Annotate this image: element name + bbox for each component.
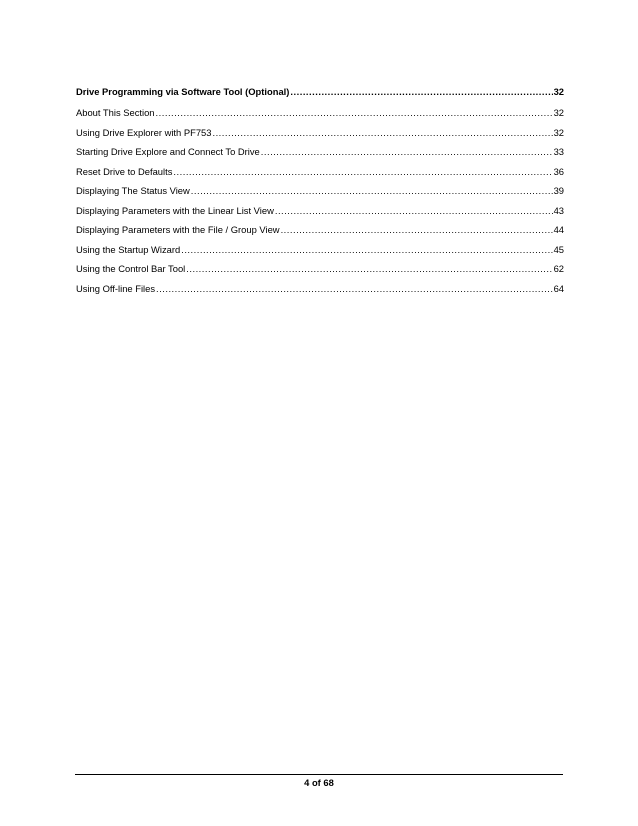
toc-entry-page: 32 bbox=[553, 107, 564, 118]
toc-entry-title: Using Off-line Files bbox=[76, 282, 156, 294]
table-of-contents bbox=[76, 82, 564, 298]
toc-dot-leader bbox=[275, 201, 553, 221]
toc-entry-title: Reset Drive to Defaults bbox=[76, 165, 173, 177]
toc-dot-leader bbox=[290, 82, 552, 102]
toc-entry-title: Starting Drive Explore and Connect To Drive bbox=[76, 146, 260, 157]
toc-dot-leader bbox=[281, 220, 553, 240]
toc-entry-drive-programming[interactable] bbox=[76, 82, 564, 102]
toc-entry-page: 33 bbox=[553, 146, 564, 157]
toc-entry-file-group-view[interactable] bbox=[76, 220, 564, 240]
toc-entry-page: 39 bbox=[553, 185, 564, 196]
toc-entry-page: 45 bbox=[553, 243, 564, 255]
toc-entry-starting-drive-explore[interactable] bbox=[76, 142, 564, 162]
toc-entry-title: Using Drive Explorer with PF753 bbox=[76, 126, 212, 138]
toc-entry-title: Drive Programming via Software Tool (Optional) bbox=[76, 86, 290, 97]
toc-entry-control-bar-tool[interactable] bbox=[76, 259, 564, 279]
toc-entry-page: 36 bbox=[553, 165, 564, 177]
footer-page-number: 4 of 68 bbox=[304, 777, 334, 788]
toc-dot-leader bbox=[173, 162, 552, 182]
toc-entry-page: 32 bbox=[553, 126, 564, 138]
toc-entry-about-this-section[interactable] bbox=[76, 103, 564, 123]
toc-dot-leader bbox=[156, 103, 553, 123]
toc-entry-title: About This Section bbox=[76, 107, 155, 118]
toc-entry-title: Displaying Parameters with the Linear List View bbox=[76, 204, 274, 216]
toc-entry-page: 64 bbox=[553, 282, 564, 294]
footer-divider bbox=[75, 774, 563, 775]
toc-dot-leader bbox=[212, 123, 552, 143]
toc-entry-reset-drive[interactable] bbox=[76, 162, 564, 182]
toc-entry-title: Displaying Parameters with the File / Group View bbox=[76, 224, 280, 235]
toc-entry-page: 43 bbox=[553, 204, 564, 216]
toc-entry-linear-list-view[interactable] bbox=[76, 201, 564, 221]
toc-entry-using-drive-explorer[interactable] bbox=[76, 123, 564, 143]
toc-entry-offline-files[interactable] bbox=[76, 279, 564, 299]
toc-dot-leader bbox=[181, 240, 552, 260]
toc-entry-page: 44 bbox=[553, 224, 564, 235]
toc-entry-title: Using the Startup Wizard bbox=[76, 243, 181, 255]
toc-entry-status-view[interactable] bbox=[76, 181, 564, 201]
toc-dot-leader bbox=[186, 259, 552, 279]
toc-entry-page: 32 bbox=[553, 86, 564, 97]
toc-entry-title: Displaying The Status View bbox=[76, 185, 190, 196]
toc-dot-leader bbox=[191, 181, 553, 201]
toc-entry-startup-wizard[interactable] bbox=[76, 240, 564, 260]
toc-dot-leader bbox=[261, 142, 553, 162]
toc-entry-title: Using the Control Bar Tool bbox=[76, 263, 186, 274]
toc-dot-leader bbox=[156, 279, 553, 299]
toc-entry-page: 62 bbox=[553, 263, 564, 274]
